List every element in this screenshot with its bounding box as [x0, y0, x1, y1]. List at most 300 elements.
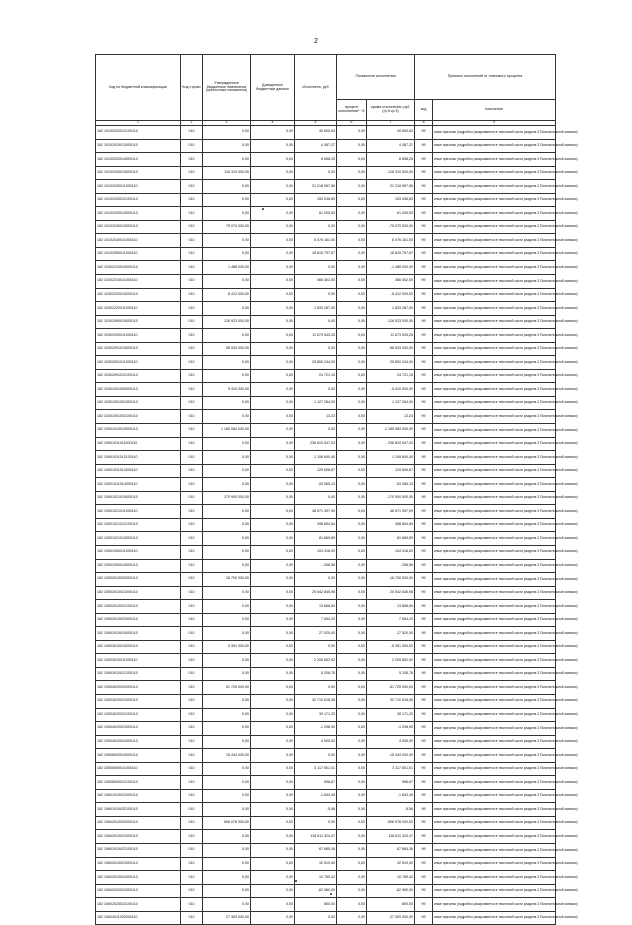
cell-kod: 182 10102030012100110	[96, 193, 181, 207]
cell-reason-code: 99	[415, 830, 433, 844]
table-row	[96, 518, 556, 532]
cell-delivered: 0,00	[251, 261, 295, 275]
cell-approved: 0,00	[203, 369, 251, 383]
cell-kod: 182 10302090011000110	[96, 329, 181, 343]
cell-executed: -5,56	[295, 803, 337, 817]
table-row	[96, 166, 556, 180]
cell-approved: 0,00	[203, 613, 251, 627]
cell-delivered: 0,00	[251, 342, 295, 356]
cell-exec-dev: -1 185 084 000,00	[367, 424, 415, 438]
cell-reason-text: иные причины (подробно раскрывается в текстовой части раздела 3 Пояснительной записки)	[433, 573, 556, 587]
cell-reason-code: 99	[415, 735, 433, 749]
cell-kod: 182 10502010023000110	[96, 613, 181, 627]
cell-delivered: 0,00	[251, 627, 295, 641]
cell-kod: 182 10302091012100110	[96, 369, 181, 383]
cell-approved: 0,00	[203, 356, 251, 370]
cell-line-code: 010	[181, 139, 203, 153]
cell-executed: 13 668,84	[295, 600, 337, 614]
cell-reason-text: иные причины (подробно раскрывается в текстовой части раздела 3 Пояснительной записки)	[433, 356, 556, 370]
cell-kod: 182 10503010011000110	[96, 654, 181, 668]
cell-kod: 182 10503010010000110	[96, 640, 181, 654]
cell-reason-text: иные причины (подробно раскрывается в текстовой части раздела 3 Пояснительной записки)	[433, 816, 556, 830]
cell-delivered: 0,00	[251, 491, 295, 505]
cell-executed: 0,00	[295, 424, 337, 438]
cell-kod: 182 10501010010000110	[96, 424, 181, 438]
cell-delivered: 0,00	[251, 315, 295, 329]
cell-exec-dev: -58 533 000,00	[367, 342, 415, 356]
cell-executed: 0,00	[295, 640, 337, 654]
cell-exec-dev: 25 800 244,00	[367, 356, 415, 370]
table-row	[96, 762, 556, 776]
header-column-number: 1	[96, 121, 181, 126]
cell-exec-pct: 0,00	[337, 396, 367, 410]
cell-delivered: 0,00	[251, 234, 295, 248]
cell-approved: 8 412 000,00	[203, 288, 251, 302]
cell-exec-pct: 0,00	[337, 843, 367, 857]
cell-exec-dev: 24 721,15	[367, 369, 415, 383]
cell-kod: 182 10501011013000110	[96, 464, 181, 478]
cell-approved: 116 310 000,00	[203, 166, 251, 180]
cell-approved: 0,00	[203, 762, 251, 776]
cell-kod: 182 10502010022100110	[96, 600, 181, 614]
cell-line-code: 010	[181, 261, 203, 275]
cell-exec-pct: 0,00	[337, 505, 367, 519]
cell-reason-text: иные причины (подробно раскрывается в текстовой части раздела 3 Пояснительной записки)	[433, 302, 556, 316]
cell-executed: 0,00	[295, 573, 337, 587]
cell-approved: 0,00	[203, 464, 251, 478]
cell-line-code: 010	[181, 789, 203, 803]
cell-delivered: 0,00	[251, 830, 295, 844]
cell-reason-text: иные причины (подробно раскрывается в текстовой части раздела 3 Пояснительной записки)	[433, 342, 556, 356]
table-row	[96, 613, 556, 627]
table-row	[96, 884, 556, 898]
cell-executed: 39 171,20	[295, 708, 337, 722]
cell-executed: -1 298,90	[295, 722, 337, 736]
cell-line-code: 010	[181, 247, 203, 261]
table-row	[96, 315, 556, 329]
cell-executed: -53 065,13	[295, 478, 337, 492]
table-row	[96, 288, 556, 302]
cell-line-code: 010	[181, 911, 203, 925]
cell-executed: -1 843,45	[295, 789, 337, 803]
cell-exec-dev: -5 391 000,00	[367, 640, 415, 654]
cell-approved: 0,00	[203, 830, 251, 844]
cell-executed: 1 108 640,40	[295, 451, 337, 465]
cell-exec-pct: 0,00	[337, 830, 367, 844]
cell-executed: 1 833 287,00	[295, 302, 337, 316]
cell-exec-dev: 13 668,84	[367, 600, 415, 614]
table-row	[96, 247, 556, 261]
cell-delivered: 0,00	[251, 126, 295, 140]
cell-kod: 182 10302210010000110	[96, 261, 181, 275]
cell-executed: 118 611 324,47	[295, 830, 337, 844]
cell-reason-code: 99	[415, 654, 433, 668]
table-row	[96, 478, 556, 492]
cell-executed: 32 710 618,06	[295, 694, 337, 708]
cell-delivered: 0,00	[251, 247, 295, 261]
cell-reason-text: иные причины (подробно раскрывается в текстовой части раздела 3 Пояснительной записки)	[433, 735, 556, 749]
cell-reason-text: иные причины (подробно раскрывается в текстовой части раздела 3 Пояснительной записки)	[433, 153, 556, 167]
cell-exec-dev: 8 658,25	[367, 153, 415, 167]
cell-line-code: 010	[181, 396, 203, 410]
cell-delivered: 0,00	[251, 220, 295, 234]
cell-kod: 182 10504020020000110	[96, 681, 181, 695]
cell-line-code: 010	[181, 735, 203, 749]
table-row	[96, 735, 556, 749]
cell-reason-code: 99	[415, 911, 433, 925]
cell-executed: -256,56	[295, 559, 337, 573]
cell-kod: 182 10504020021000110	[96, 694, 181, 708]
cell-reason-code: 99	[415, 464, 433, 478]
header-column-number: 4	[251, 121, 295, 126]
cell-exec-pct: 0,00	[337, 803, 367, 817]
cell-executed: 238 819 547,03	[295, 437, 337, 451]
cell-reason-text: иные причины (подробно раскрывается в текстовой части раздела 3 Пояснительной записки)	[433, 518, 556, 532]
cell-reason-text: иные причины (подробно раскрывается в текстовой части раздела 3 Пояснительной записки)	[433, 424, 556, 438]
cell-delivered: 0,00	[251, 735, 295, 749]
cell-reason-text: иные причины (подробно раскрывается в текстовой части раздела 3 Пояснительной записки)	[433, 681, 556, 695]
cell-delivered: 0,00	[251, 843, 295, 857]
cell-kod: 182 10501021011000110	[96, 505, 181, 519]
cell-delivered: 0,00	[251, 410, 295, 424]
cell-kod: 182 10301001002100110	[96, 410, 181, 424]
cell-exec-dev: -27 409 000,00	[367, 911, 415, 925]
cell-reason-text: иные причины (подробно раскрывается в текстовой части раздела 3 Пояснительной записки)	[433, 207, 556, 221]
cell-reason-text: иные причины (подробно раскрывается в текстовой части раздела 3 Пояснительной записки)	[433, 464, 556, 478]
table-row	[96, 627, 556, 641]
cell-executed: 27 520,00	[295, 627, 337, 641]
cell-delivered: 0,00	[251, 654, 295, 668]
cell-line-code: 010	[181, 491, 203, 505]
cell-reason-code: 99	[415, 126, 433, 140]
cell-approved: 0,00	[203, 600, 251, 614]
table-row	[96, 193, 556, 207]
cell-line-code: 010	[181, 329, 203, 343]
cell-line-code: 010	[181, 803, 203, 817]
cell-approved: 0,00	[203, 708, 251, 722]
cell-reason-code: 99	[415, 478, 433, 492]
cell-reason-code: 99	[415, 369, 433, 383]
cell-executed: 3 117 501,01	[295, 762, 337, 776]
cell-exec-dev: 20 542 845,98	[367, 586, 415, 600]
cell-approved: 0,00	[203, 654, 251, 668]
cell-reason-code: 99	[415, 505, 433, 519]
cell-reason-text: иные причины (подробно раскрывается в текстовой части раздела 3 Пояснительной записки)	[433, 762, 556, 776]
cell-exec-pct: 0,00	[337, 559, 367, 573]
table-row	[96, 871, 556, 885]
cell-reason-code: 99	[415, 586, 433, 600]
cell-delivered: 0,00	[251, 166, 295, 180]
cell-executed: 8 658,25	[295, 153, 337, 167]
cell-reason-code: 99	[415, 640, 433, 654]
cell-line-code: 010	[181, 762, 203, 776]
cell-executed: 5 208,78	[295, 667, 337, 681]
header-approved: Утвержденные бюджетные назначения (прогнозные показатели)	[203, 55, 251, 121]
cell-exec-pct: 0,00	[337, 776, 367, 790]
cell-line-code: 010	[181, 518, 203, 532]
cell-kod: 182 10502010021000110	[96, 586, 181, 600]
cell-exec-dev: 61 005,53	[367, 207, 415, 221]
cell-delivered: 0,00	[251, 383, 295, 397]
cell-approved: 0,00	[203, 803, 251, 817]
cell-exec-pct: 0,00	[337, 816, 367, 830]
cell-exec-pct: 0,00	[337, 654, 367, 668]
cell-reason-code: 99	[415, 261, 433, 275]
cell-exec-dev: 1 108 640,40	[367, 451, 415, 465]
cell-exec-dev: 7 654,20	[367, 613, 415, 627]
table-row	[96, 600, 556, 614]
table-row	[96, 898, 556, 912]
cell-kod: 182 10501011012100110	[96, 451, 181, 465]
cell-reason-text: иные причины (подробно раскрывается в текстовой части раздела 3 Пояснительной записки)	[433, 600, 556, 614]
cell-exec-pct: 0,00	[337, 369, 367, 383]
cell-line-code: 010	[181, 505, 203, 519]
cell-delivered: 0,00	[251, 762, 295, 776]
cell-kod: 182 10102030011000110	[96, 180, 181, 194]
cell-approved: 0,00	[203, 153, 251, 167]
cell-executed: 153 036,83	[295, 193, 337, 207]
cell-reason-text: иные причины (подробно раскрывается в текстовой части раздела 3 Пояснительной записки)	[433, 871, 556, 885]
cell-exec-dev: 32 519,40	[367, 857, 415, 871]
table-row	[96, 708, 556, 722]
cell-delivered: 0,00	[251, 789, 295, 803]
cell-delivered: 0,00	[251, 302, 295, 316]
cell-exec-pct: 0,00	[337, 789, 367, 803]
cell-exec-pct: 0,00	[337, 667, 367, 681]
cell-line-code: 010	[181, 816, 203, 830]
cell-reason-text: иные причины (подробно раскрывается в текстовой части раздела 3 Пояснительной записки)	[433, 667, 556, 681]
cell-approved: 51 725 000,00	[203, 681, 251, 695]
cell-delivered: 0,00	[251, 640, 295, 654]
cell-executed: 0,00	[295, 816, 337, 830]
cell-exec-dev: 1 127 264,00	[367, 396, 415, 410]
cell-kod: 182 10102030010000110	[96, 166, 181, 180]
cell-reason-text: иные причины (подробно раскрывается в текстовой части раздела 3 Пояснительной записки)	[433, 220, 556, 234]
cell-reason-text: иные причины (подробно раскрывается в текстовой части раздела 3 Пояснительной записки)	[433, 613, 556, 627]
cell-kod: 182 10504020023000110	[96, 722, 181, 736]
cell-exec-pct: 0,00	[337, 193, 367, 207]
header-reason-code: код	[415, 100, 433, 121]
cell-reason-code: 99	[415, 803, 433, 817]
cell-delivered: 0,00	[251, 518, 295, 532]
cell-kod: 182 10604011020000110	[96, 911, 181, 925]
table-row	[96, 153, 556, 167]
cell-kod: 182 10602010020000110	[96, 816, 181, 830]
cell-approved: 27 409 000,00	[203, 911, 251, 925]
table-row	[96, 857, 556, 871]
cell-exec-dev: -1 843,45	[367, 789, 415, 803]
cell-kod: 182 10602020022100110	[96, 898, 181, 912]
header-column-number: 5	[295, 121, 337, 126]
cell-exec-dev: -16 700 000,00	[367, 573, 415, 587]
cell-exec-dev: -1 298,90	[367, 722, 415, 736]
cell-delivered: 0,00	[251, 708, 295, 722]
cell-exec-pct: 0,00	[337, 613, 367, 627]
cell-approved: 0,00	[203, 532, 251, 546]
cell-exec-dev: 3 117 501,01	[367, 762, 415, 776]
cell-executed: 104 316,00	[295, 545, 337, 559]
cell-reason-text: иные причины (подробно раскрывается в текстовой части раздела 3 Пояснительной записки)	[433, 722, 556, 736]
budget-execution-table	[95, 54, 578, 925]
cell-executed: 0,00	[295, 166, 337, 180]
cell-delivered: 0,00	[251, 911, 295, 925]
cell-delivered: 0,00	[251, 532, 295, 546]
cell-exec-pct: 0,00	[337, 180, 367, 194]
cell-line-code: 010	[181, 207, 203, 221]
cell-reason-code: 99	[415, 532, 433, 546]
cell-kod: 182 10501011014000110	[96, 478, 181, 492]
header-executed: Исполнено, руб	[295, 55, 337, 121]
cell-reason-text: иные причины (подробно раскрывается в текстовой части раздела 3 Пояснительной записки)	[433, 451, 556, 465]
cell-approved: 0,00	[203, 776, 251, 790]
cell-delivered: 0,00	[251, 329, 295, 343]
cell-exec-pct: 0,00	[337, 478, 367, 492]
cell-executed: 0,00	[295, 383, 337, 397]
cell-reason-text: иные причины (подробно раскрывается в текстовой части раздела 3 Пояснительной записки)	[433, 410, 556, 424]
cell-exec-pct: 0,00	[337, 694, 367, 708]
cell-executed: 49 600,63	[295, 126, 337, 140]
cell-line-code: 010	[181, 694, 203, 708]
table-row	[96, 830, 556, 844]
cell-kod: 182 10501021014000110	[96, 532, 181, 546]
cell-executed: 0,00	[295, 491, 337, 505]
cell-kod: 182 10302220011000110	[96, 302, 181, 316]
cell-exec-dev: -62 960,00	[367, 884, 415, 898]
header-delivered: Доведенные бюджетные данные	[251, 55, 295, 121]
cell-exec-pct: 0,00	[337, 545, 367, 559]
cell-reason-text: иные причины (подробно раскрывается в текстовой части раздела 3 Пояснительной записки)	[433, 911, 556, 925]
cell-delivered: 0,00	[251, 356, 295, 370]
cell-reason-text: иные причины (подробно раскрывается в текстовой части раздела 3 Пояснительной записки)	[433, 654, 556, 668]
cell-executed: 0,00	[295, 315, 337, 329]
cell-reason-code: 99	[415, 749, 433, 763]
cell-exec-dev: 32 710 618,06	[367, 694, 415, 708]
table-row	[96, 180, 556, 194]
cell-approved: 0,00	[203, 139, 251, 153]
cell-line-code: 010	[181, 640, 203, 654]
table-row	[96, 803, 556, 817]
cell-approved: 0,00	[203, 437, 251, 451]
cell-exec-pct: 0,00	[337, 247, 367, 261]
cell-delivered: 0,00	[251, 478, 295, 492]
cell-delivered: 0,00	[251, 369, 295, 383]
cell-kod: 182 10506000012100110	[96, 776, 181, 790]
header-column-number: 8	[415, 121, 433, 126]
cell-exec-dev: -1 488 000,00	[367, 261, 415, 275]
table-row	[96, 559, 556, 573]
cell-exec-pct: 0,00	[337, 898, 367, 912]
cell-reason-code: 99	[415, 898, 433, 912]
cell-reason-code: 99	[415, 356, 433, 370]
cell-kod: 182 10506000011000110	[96, 762, 181, 776]
cell-executed: 4 487,37	[295, 139, 337, 153]
cell-kod: 182 10501011011000110	[96, 437, 181, 451]
table-row	[96, 329, 556, 343]
cell-approved: 0,00	[203, 667, 251, 681]
cell-kod: 182 10501050011000110	[96, 545, 181, 559]
table-row	[96, 275, 556, 289]
cell-approved: 0,00	[203, 586, 251, 600]
header-exec-group: Показатели исполнения	[337, 55, 415, 100]
cell-line-code: 010	[181, 166, 203, 180]
cell-reason-text: иные причины (подробно раскрывается в текстовой части раздела 3 Пояснительной записки)	[433, 776, 556, 790]
cell-kod: 182 10504020024000110	[96, 735, 181, 749]
cell-reason-text: иные причины (подробно раскрывается в текстовой части раздела 3 Пояснительной записки)	[433, 898, 556, 912]
cell-executed: 800,00	[295, 898, 337, 912]
cell-exec-pct: 0,00	[337, 139, 367, 153]
cell-exec-pct: 0,00	[337, 424, 367, 438]
table-body	[96, 126, 578, 925]
cell-reason-code: 99	[415, 681, 433, 695]
cell-reason-text: иные причины (подробно раскрывается в текстовой части раздела 3 Пояснительной записки)	[433, 491, 556, 505]
cell-reason-text: иные причины (подробно раскрывается в текстовой части раздела 3 Пояснительной записки)	[433, 234, 556, 248]
cell-approved: 0,00	[203, 843, 251, 857]
cell-reason-code: 99	[415, 342, 433, 356]
cell-line-code: 010	[181, 315, 203, 329]
cell-reason-text: иные причины (подробно раскрывается в текстовой части раздела 3 Пояснительной записки)	[433, 247, 556, 261]
header-reason-group: Причины отклонений от планового процента	[415, 55, 556, 100]
cell-approved: 126 923 000,00	[203, 315, 251, 329]
cell-delivered: 0,00	[251, 681, 295, 695]
cell-line-code: 010	[181, 559, 203, 573]
cell-kod: 182 10302091011000110	[96, 356, 181, 370]
cell-reason-text: иные причины (подробно раскрывается в текстовой части раздела 3 Пояснительной записки)	[433, 261, 556, 275]
cell-delivered: 0,00	[251, 586, 295, 600]
cell-exec-pct: 0,00	[337, 762, 367, 776]
cell-line-code: 010	[181, 424, 203, 438]
cell-line-code: 010	[181, 369, 203, 383]
cell-executed: 4 005,00	[295, 735, 337, 749]
cell-exec-dev: -506 078 000,00	[367, 816, 415, 830]
cell-line-code: 010	[181, 356, 203, 370]
cell-exec-pct: 0,00	[337, 627, 367, 641]
cell-kod: 182 10302220010000110	[96, 288, 181, 302]
cell-line-code: 010	[181, 180, 203, 194]
cell-exec-pct: 0,00	[337, 275, 367, 289]
cell-line-code: 010	[181, 573, 203, 587]
cell-line-code: 010	[181, 898, 203, 912]
cell-executed: 596,67	[295, 776, 337, 790]
cell-executed: 32 519,40	[295, 857, 337, 871]
header-exec-pct: процент исполнения*, %	[337, 100, 367, 121]
cell-reason-text: иные причины (подробно раскрывается в текстовой части раздела 3 Пояснительной записки)	[433, 532, 556, 546]
cell-reason-text: иные причины (подробно раскрывается в текстовой части раздела 3 Пояснительной записки)	[433, 708, 556, 722]
cell-kod: 182 10302210011000110	[96, 275, 181, 289]
cell-line-code: 010	[181, 681, 203, 695]
cell-reason-text: иные причины (подробно раскрывается в текстовой части раздела 3 Пояснительной записки)	[433, 383, 556, 397]
cell-delivered: 0,00	[251, 884, 295, 898]
header-column-number: 9	[433, 121, 556, 126]
cell-approved: 1 488 000,00	[203, 261, 251, 275]
cell-delivered: 0,00	[251, 871, 295, 885]
cell-reason-code: 99	[415, 694, 433, 708]
cell-approved: 0,00	[203, 193, 251, 207]
cell-line-code: 010	[181, 410, 203, 424]
cell-line-code: 010	[181, 126, 203, 140]
cell-exec-dev: 800,00	[367, 898, 415, 912]
table-row	[96, 234, 556, 248]
cell-line-code: 010	[181, 532, 203, 546]
cell-exec-pct: 0,00	[337, 302, 367, 316]
cell-executed: 21 218 967,56	[295, 180, 337, 194]
cell-exec-dev: 366 402,00	[367, 275, 415, 289]
cell-exec-dev: 104 316,00	[367, 545, 415, 559]
cell-reason-text: иные причины (подробно раскрывается в текстовой части раздела 3 Пояснительной записки)	[433, 843, 556, 857]
cell-exec-pct: 0,00	[337, 288, 367, 302]
header-column-number: 2	[181, 121, 203, 126]
cell-approved: 0,00	[203, 180, 251, 194]
cell-executed: 10 769,42	[295, 871, 337, 885]
